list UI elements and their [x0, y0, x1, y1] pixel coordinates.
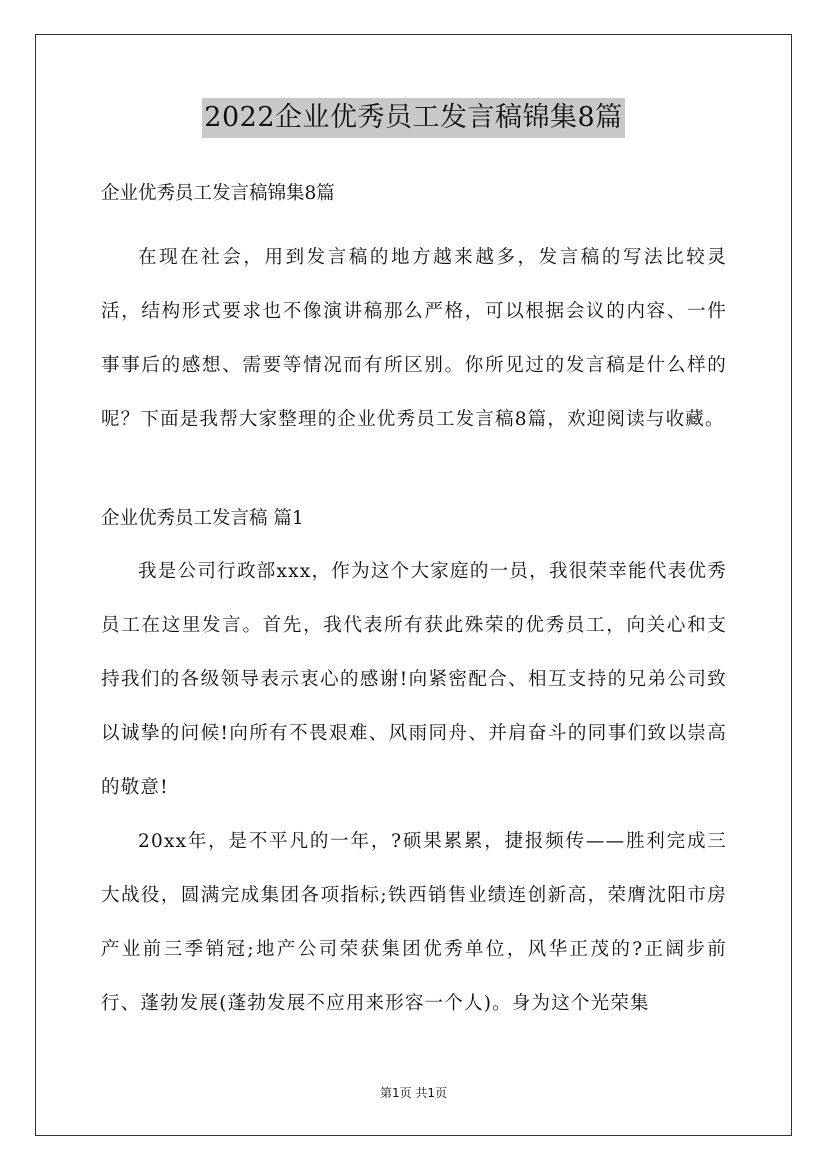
section-paragraph-1: 我是公司行政部xxx，作为这个大家庭的一员，我很荣幸能代表优秀员工在这里发言。首先，我代表所有获此殊荣的优秀员工，向关心和支持我们的各级领导表示衷心的感谢!向紧密配合、相互支持的兄弟公司致以诚挚的问候!向所有不畏艰难、风雨同舟、并肩奋斗的同事们致以崇高的敬意!: [101, 561, 727, 798]
page-footer: 第1页 共1页: [379, 1086, 448, 1100]
document-subtitle: 企业优秀员工发言稿锦集8篇: [101, 183, 335, 204]
intro-paragraph: 在现在社会，用到发言稿的地方越来越多，发言稿的写法比较灵活，结构形式要求也不像演讲稿那么严格，可以根据会议的内容、一件事事后的感想、需要等情况而有所区别。你所见过的发言稿是什么样的呢？下面是我帮大家整理的企业优秀员工发言稿8篇，欢迎阅读与收藏。: [101, 247, 727, 430]
section-paragraph-2: 20xx年，是不平凡的一年，?硕果累累，捷报频传——胜利完成三大战役，圆满完成集团各项指标;铁西销售业绩连创新高，荣膺沈阳市房产业前三季销冠;地产公司荣获集团优秀单位，风华正茂的?正阔步前行、蓬勃发展(蓬勃发展不应用来形容一个人)。身为这个光荣集: [101, 831, 727, 1014]
section-paragraph-block-1: [101, 545, 727, 815]
section-paragraph-block-2: [101, 815, 727, 1031]
title-container: [0, 98, 827, 138]
document-title: 2022企业优秀员工发言稿锦集8篇: [202, 98, 624, 138]
section-heading: 企业优秀员工发言稿 篇1: [101, 508, 304, 529]
intro-paragraph-block: [101, 231, 727, 447]
